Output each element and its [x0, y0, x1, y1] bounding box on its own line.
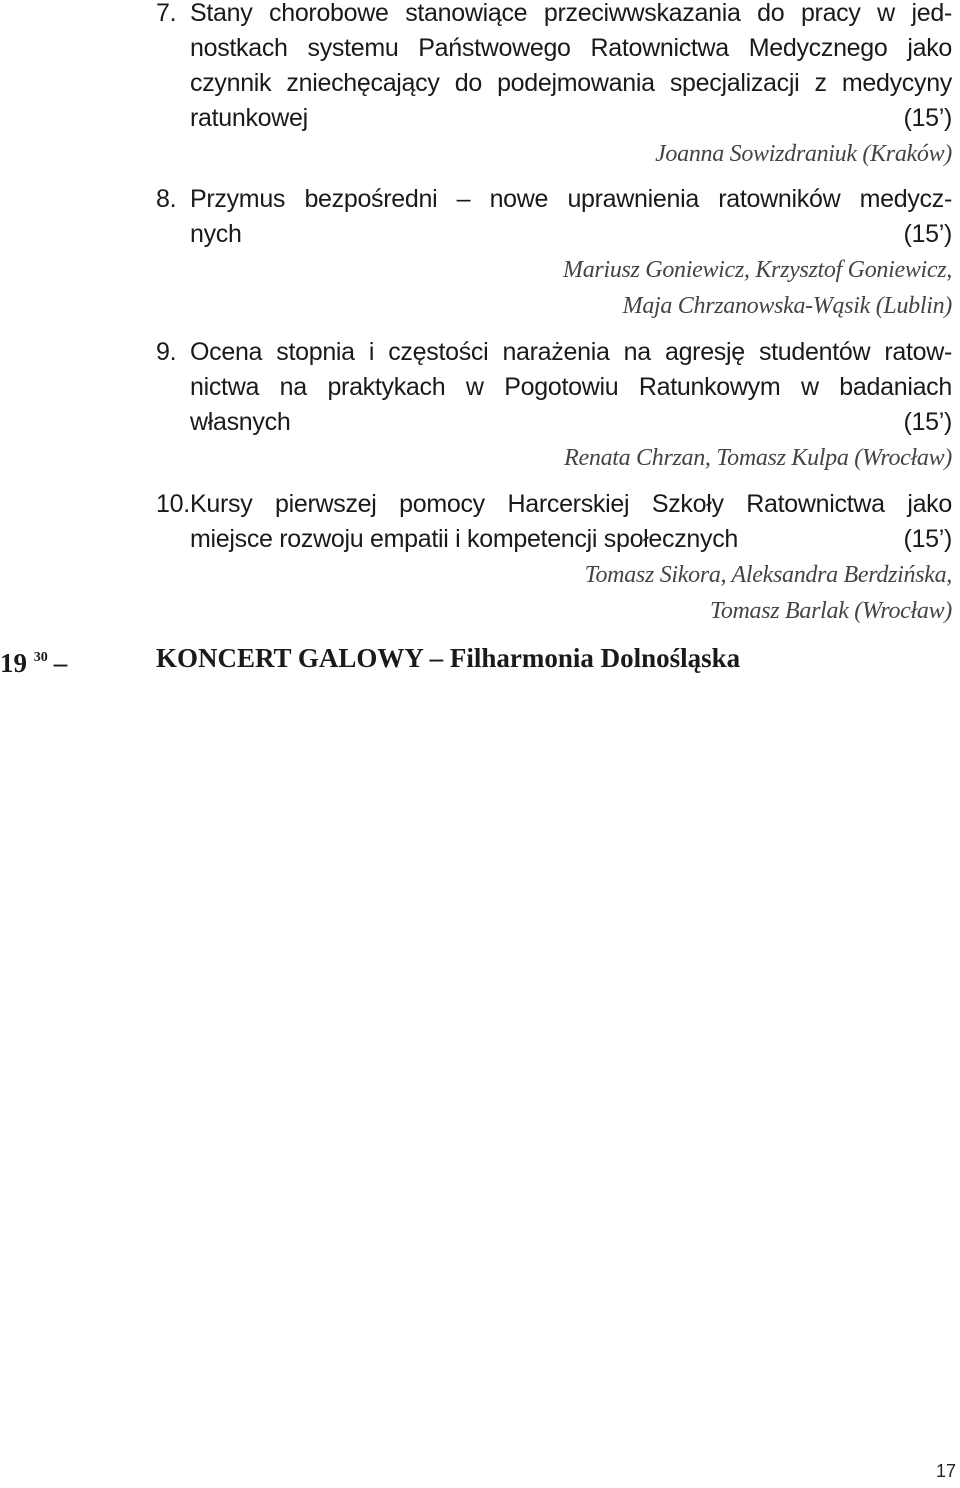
item-line: czynnik zniechęcający do podejmowania specjalizacji z medycyny: [190, 69, 952, 97]
item-line: ratunkowej (15’): [156, 101, 952, 136]
author: Tomasz Barlak (Wrocław): [709, 598, 952, 624]
program-item-10: [156, 487, 952, 629]
item-number: 9.: [156, 338, 177, 366]
item-line: własnych (15’): [156, 405, 952, 440]
author: Joanna Sowizdraniuk (Kraków): [655, 141, 952, 167]
page-number: 17: [935, 1461, 956, 1481]
author: Tomasz Sikora, Aleksandra Berdzińska,: [584, 562, 952, 588]
item-line: nictwa na praktykach w Pogotowiu Ratunkowym w badaniach: [190, 373, 952, 401]
event-line: [0, 640, 940, 681]
program-item-7: [156, 0, 952, 172]
author: Mariusz Goniewicz, Krzysztof Goniewicz,: [563, 257, 952, 283]
item-line: 10.Kursy pierwszej pomocy Harcerskiej Szkoły Ratownictwa jako: [156, 487, 952, 522]
item-number: 10.: [156, 490, 190, 518]
duration: (15’): [903, 408, 952, 436]
item-line: 8. Przymus bezpośredni – nowe uprawnienia ratowników medycz-: [156, 182, 952, 217]
item-number: 7.: [156, 0, 177, 27]
author: Maja Chrzanowska-Wąsik (Lublin): [622, 293, 952, 319]
event-time: 19 $^{30}$: [0, 648, 48, 678]
author: Renata Chrzan, Tomasz Kulpa (Wrocław): [564, 445, 952, 471]
duration: (15’): [903, 104, 952, 132]
item-line: 7. Stany chorobowe stanowiące przeciwwskazania do pracy w jed-: [156, 0, 952, 31]
event-dash: –: [53, 648, 68, 678]
item-number: 8.: [156, 185, 177, 213]
item-line: nych (15’): [156, 217, 952, 252]
duration: (15’): [903, 220, 952, 248]
duration: (15’): [903, 525, 952, 553]
event-title: KONCERT GALOWY – Filharmonia Dolnośląska: [156, 643, 741, 673]
item-line: 9. Ocena stopnia i częstości narażenia na agresję studentów ratow-: [156, 335, 952, 370]
item-line: nostkach systemu Państwowego Ratownictwa Medycznego jako: [190, 34, 952, 62]
item-line: miejsce rozwoju empatii i kompetencji społecznych (15’): [156, 522, 952, 557]
program-item-9: [156, 335, 952, 476]
program-item-8: [156, 182, 952, 324]
